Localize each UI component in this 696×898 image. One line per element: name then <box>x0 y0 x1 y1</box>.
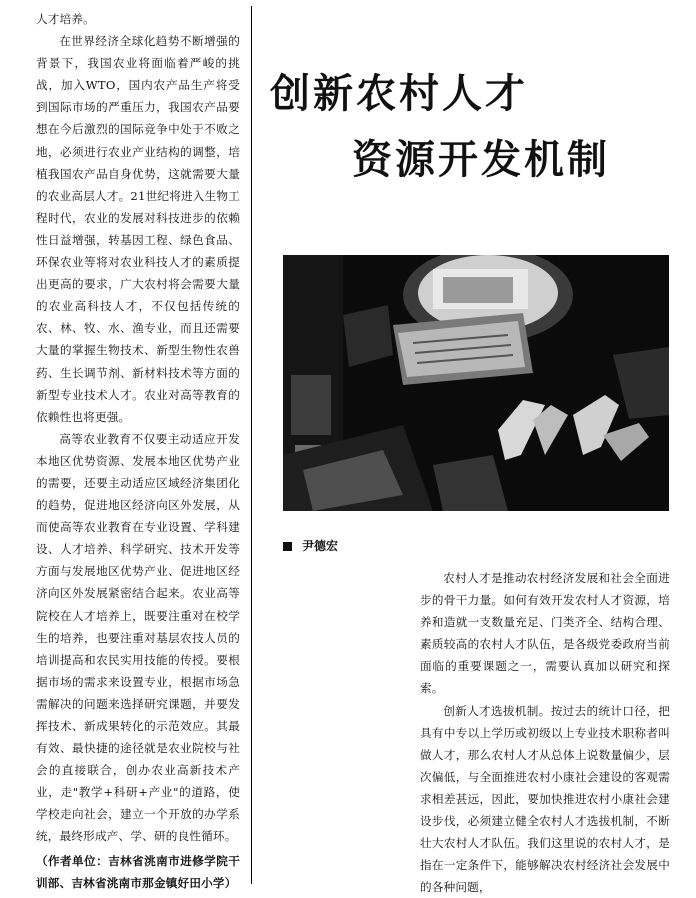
right-text-column <box>420 567 670 898</box>
left-paragraph-1: 在世界经济全球化趋势不断增强的背景下，我国农业将面临着严峻的挑战，加入WTO，国内农产品生产将受到国际市场的严重压力，我国农产品要想在今后激烈的国际竞争中处于不败之地，必须进行农业产业结构的调整，培植我国农产品自身优势，这就需要大量的农业高层人才。21世纪将进入生物工程时代，农业的发展对科技进步的依赖性日益增强，转基因工程、绿色食品、环保农业等将对农业科技人才的素质提出更高的要求，广大农村将会需要大量的农业高科技人才，不仅包括传统的农、林、牧、水、渔专业，而且还需要大量的掌握生物技术、新型生物性农兽药、生长调节剂、新材料技术等方面的新型专业技术人才。农业对高等教育的依赖性也将更强。 <box>36 34 240 424</box>
author-byline <box>283 537 338 554</box>
right-paragraph-1: 农村人才是推动农村经济发展和社会全面进步的骨干力量。如何有效开发农村人才资源，培养和造就一支数量充足、门类齐全、结构合理、素质较高的农村人才队伍，是各级党委政府当前面临的重要课题之一，需要认真加以研究和探索。 <box>420 571 670 696</box>
article-title-line-2: 资源开发机制 <box>352 137 610 183</box>
author-name: 尹德宏 <box>302 539 339 553</box>
article-title-line-1: 创新农村人才 <box>270 71 528 117</box>
article-photo <box>283 255 669 511</box>
column-divider <box>251 6 252 884</box>
square-bullet-icon <box>283 542 292 551</box>
right-paragraph-2: 创新人才选拔机制。按过去的统计口径，把具有中专以上学历或初级以上专业技术职称者叫做人才，那么农村人才从总体上说数量偏少，层次偏低，与全面推进农村小康社会建设的客观需求相差甚远，因此，要加快推进农村小康社会建设步伐，必须建立健全农村人才选拔机制，不断壮大农村人才队伍。我们这里说的农村人才，是指在一定条件下，能够解决农村经济社会发展中的各种问题， <box>420 703 670 895</box>
left-paragraph-2: 高等农业教育不仅要主动适应开发本地区优势资源、发展本地区优势产业的需要，还要主动适应区域经济集团化的趋势，促进地区经济向区外发展，从而使高等农业教育在专业设置、学科建设、人才培养、科学研究、技术开发等方面与发展地区优势产业、促进地区经济向区外发展紧密结合起来。农业高等院校在人才培养上，既要注重对在校学生的培养，也要注重对基层农技人员的培训提高和农民实用技能的传授。要根据市场的需求来设置专业，根据市场急需解决的问题来选择研究课题，并要发挥技术、新成果转化的示范效应。其最有效、最快捷的途径就是农业院校与社会的直接联合，创办农业高新技术产业，走"教学+科研+产业"的道路，使学校走向社会，建立一个开放的办学系统，最终形成产、学、研的良性循环。 <box>36 431 240 844</box>
left-continuation-line: 人才培养。 <box>36 12 95 26</box>
author-affiliation: （作者单位：吉林省洮南市进修学院干训部、吉林省洮南市那金镇好田小学） <box>36 853 240 890</box>
left-text-column <box>36 8 240 894</box>
